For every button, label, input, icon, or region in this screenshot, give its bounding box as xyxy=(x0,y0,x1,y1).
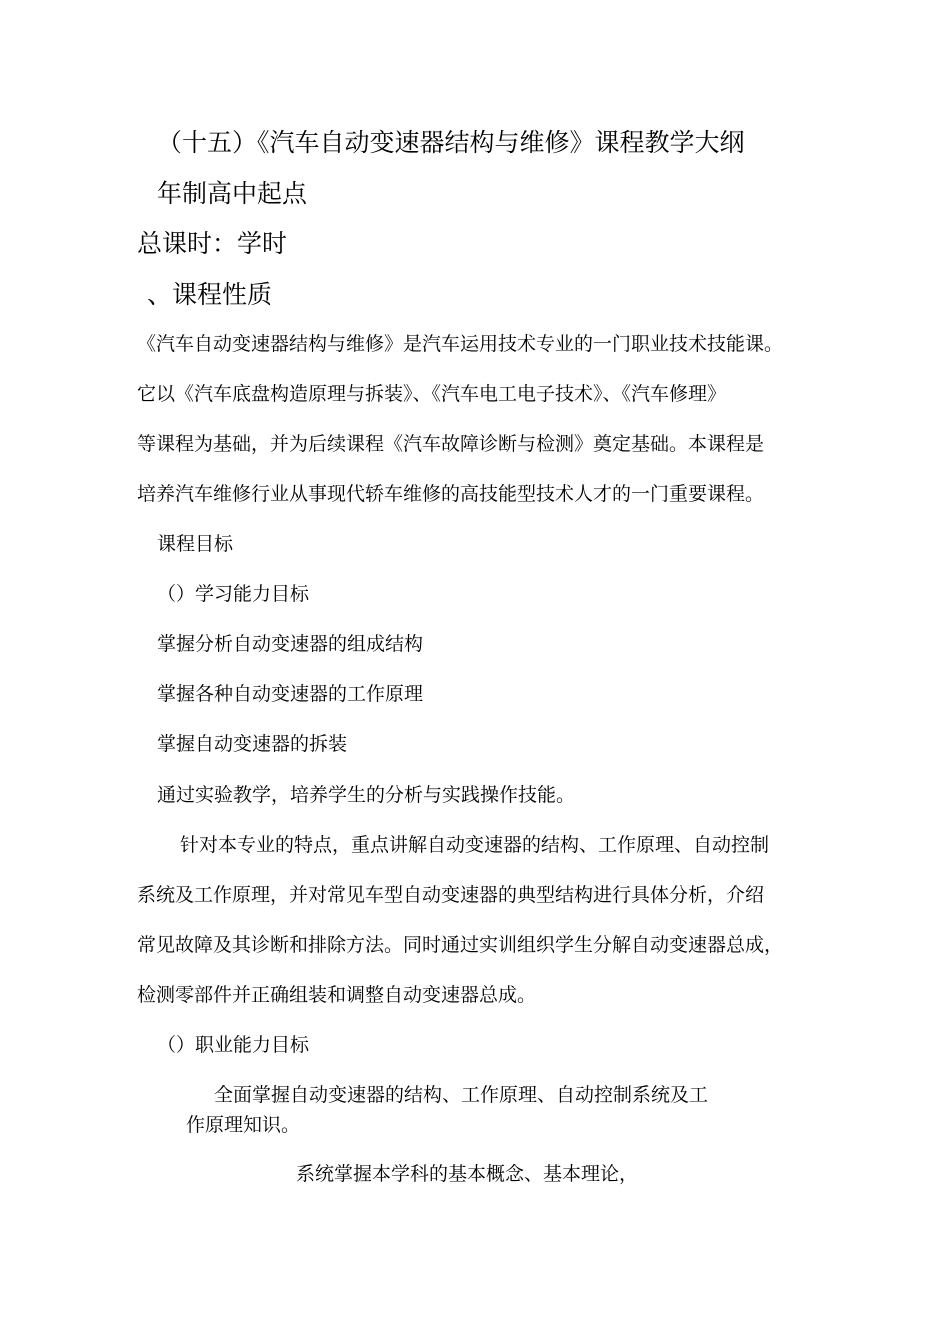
list-item: 掌握分析自动变速器的组成结构 xyxy=(157,633,424,655)
paragraph-line: 常见故障及其诊断和排除方法。同时通过实训组织学生分解自动变速器总成， xyxy=(137,934,784,956)
list-item: 通过实验教学，培养学生的分析与实践操作技能。 xyxy=(157,784,576,806)
meta-years: 年制高中起点 xyxy=(157,179,308,208)
paragraph-line: 检测零部件并正确组装和调整自动变速器总成。 xyxy=(137,984,537,1006)
meta-hours: 总课时：学时 xyxy=(137,229,288,258)
paragraph-line: 等课程为基础，并为后续课程《汽车故障诊断与检测》奠定基础。本课程是 xyxy=(137,433,765,455)
paragraph-line: 它以《汽车底盘构造原理与拆装》、《汽车电工电子技术》、《汽车修理》 xyxy=(137,383,727,405)
subsection-heading: （）学习能力目标 xyxy=(157,583,310,605)
section-heading-nature: 、课程性质 xyxy=(147,280,273,309)
list-item-continuation: 作原理知识。 xyxy=(186,1114,301,1136)
list-item: 全面掌握自动变速器的结构、工作原理、自动控制系统及工 xyxy=(214,1084,709,1106)
paragraph-line: 培养汽车维修行业从事现代轿车维修的高技能型技术人才的一门重要课程。 xyxy=(137,483,765,505)
paragraph-line: 针对本专业的特点，重点讲解自动变速器的结构、工作原理、自动控制 xyxy=(180,834,770,856)
paragraph-line: 《汽车自动变速器结构与维修》是汽车运用技术专业的一门职业技术技能课。 xyxy=(137,333,784,355)
list-item: 掌握自动变速器的拆装 xyxy=(157,733,348,755)
paragraph-line: 系统及工作原理，并对常见车型自动变速器的典型结构进行具体分析，介绍 xyxy=(137,884,765,906)
subsection-heading: （）职业能力目标 xyxy=(157,1034,310,1056)
list-item: 系统掌握本学科的基本概念、基本理论， xyxy=(296,1163,639,1185)
document-title: （十五）《汽车自动变速器结构与维修》课程教学大纲 xyxy=(157,128,745,157)
list-item: 掌握各种自动变速器的工作原理 xyxy=(157,683,424,705)
section-heading-goals: 课程目标 xyxy=(157,533,234,555)
